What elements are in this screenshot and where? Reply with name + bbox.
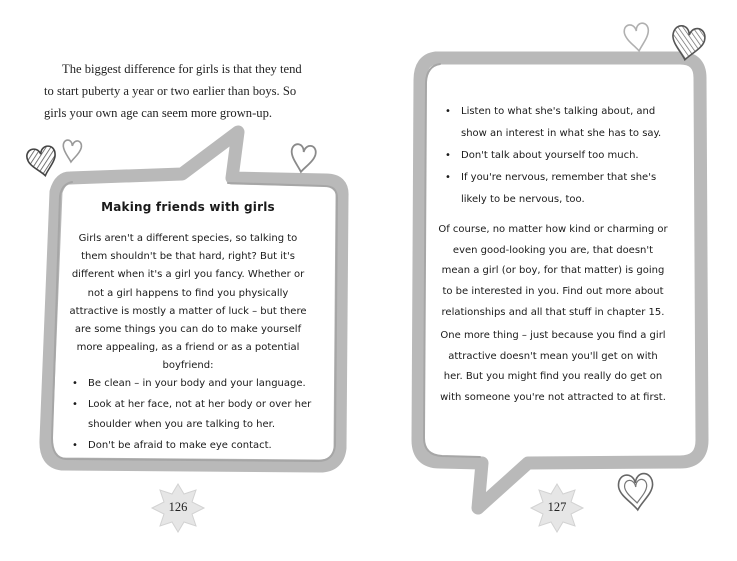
right-paragraph-1: Of course, no matter how kind or charming or even good-looking you are, that doesn't mean a girl (or boy, for that matter) is going to be interested in you. Find out more about relationships and all that stuff in chapter 15. — [438, 224, 668, 318]
intro-paragraph — [44, 58, 314, 124]
list-item: • Don't talk about yourself too much. — [445, 145, 675, 167]
right-bullet-list — [445, 101, 675, 211]
page-number-left: 126 — [168, 500, 188, 514]
right-paragraph-2: One more thing – just because you find a girl attractive doesn't mean you'll get on with her. But you might find you really do get on with someone you're not attracted to at first. — [440, 330, 666, 404]
box-paragraph: Girls aren't a different species, so talking to them shouldn't be that hard, right? But it's different when it's a girl you fancy. Whether or not a girl happens to find you physically attractive is mostly a matter of luck – but there are some things you can do to make yourself more appealing, as a friend or as a potential boyfriend: — [69, 233, 307, 372]
list-item: • Listen to what she's talking about, and show an interest in what she has to say. — [445, 101, 675, 145]
list-item: • Be clean – in your body and your language. — [72, 374, 312, 395]
box-title: Making friends with girls — [101, 200, 275, 214]
intro-text: The biggest difference for girls is that they tend to start puberty a year or two earlier than boys. So girls your own age can seem more grown-up. — [44, 62, 302, 120]
page-number-right: 127 — [547, 500, 567, 514]
list-item: • If you're nervous, remember that she's likely to be nervous, too. — [445, 167, 675, 211]
box-bullet-list — [72, 374, 312, 456]
list-item: • Don't be afraid to make eye contact. — [72, 436, 312, 457]
list-item: • Look at her face, not at her body or over her shoulder when you are talking to her. — [72, 395, 312, 436]
